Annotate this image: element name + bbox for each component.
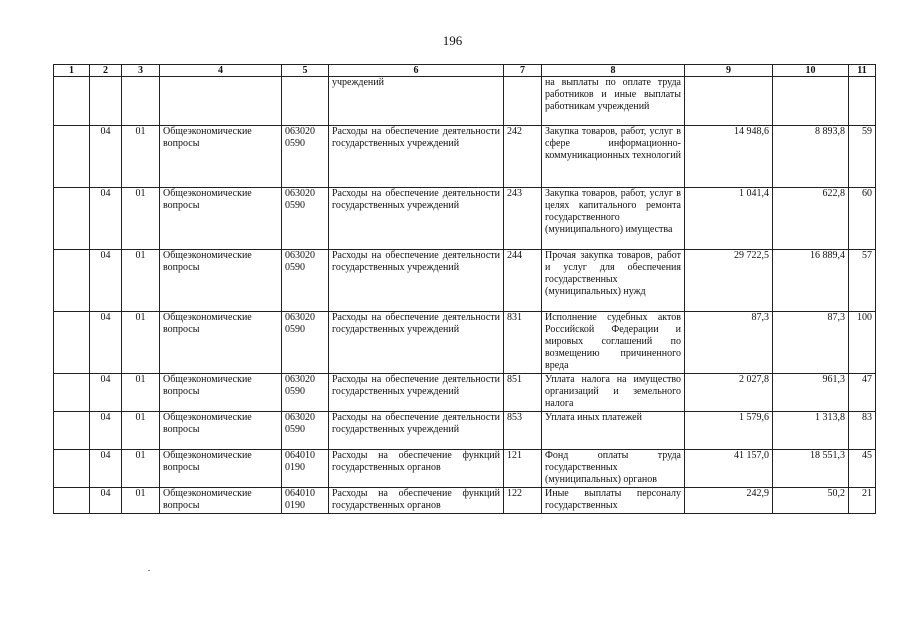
header-cell: 8 [542,65,685,77]
cell-expense-code: 853 [504,412,542,450]
cell-subsection: 01 [122,488,160,514]
cell-target-name: Расходы на обеспечение деятельности государственных учреждений [329,374,504,412]
cell-percent: 83 [849,412,876,450]
cell-plan: 1 041,4 [685,188,773,250]
cell-section: 04 [90,374,122,412]
cell-expense-code: 244 [504,250,542,312]
cell-section-name: Общеэкономические вопросы [160,312,282,374]
cell-plan: 41 157,0 [685,450,773,488]
cell-actual: 16 889,4 [773,250,849,312]
cell-plan [685,77,773,126]
cell-percent [849,77,876,126]
cell-section-name: Общеэкономические вопросы [160,126,282,188]
header-cell: 9 [685,65,773,77]
cell-col1 [54,374,90,412]
header-row [54,65,876,77]
table-row [54,374,876,412]
header-cell: 11 [849,65,876,77]
cell-target-code: 063020 0590 [282,374,329,412]
cell-actual: 8 893,8 [773,126,849,188]
cell-section: 04 [90,412,122,450]
cell-expense-name: Закупка товаров, работ, услуг в целях капитального ремонта государственного (муниципального) имущества [542,188,685,250]
cell-col1 [54,77,90,126]
cell-plan: 29 722,5 [685,250,773,312]
cell-col1 [54,126,90,188]
cell-col1 [54,188,90,250]
cell-expense-code: 831 [504,312,542,374]
cell-section: 04 [90,488,122,514]
cell-target-name: учреждений [329,77,504,126]
cell-percent: 57 [849,250,876,312]
cell-section-name: Общеэкономические вопросы [160,188,282,250]
cell-expense-name: Закупка товаров, работ, услуг в сфере информационно-коммуникационных технологий [542,126,685,188]
cell-subsection: 01 [122,450,160,488]
cell-target-name: Расходы на обеспечение функций государственных органов [329,488,504,514]
scan-speck [148,570,150,571]
cell-expense-code: 121 [504,450,542,488]
cell-plan: 87,3 [685,312,773,374]
table-row [54,412,876,450]
cell-target-code: 064010 0190 [282,488,329,514]
cell-expense-name: Иные выплаты персоналу государственных [542,488,685,514]
table-row [54,77,876,126]
header-cell: 5 [282,65,329,77]
cell-target-name: Расходы на обеспечение деятельности государственных учреждений [329,312,504,374]
cell-target-code: 063020 0590 [282,312,329,374]
cell-actual: 961,3 [773,374,849,412]
cell-expense-name: Исполнение судебных актов Российской Федерации и мировых соглашений по возмещению причиненного вреда [542,312,685,374]
cell-expense-code: 851 [504,374,542,412]
table-row [54,488,876,514]
cell-expense-name: Фонд оплаты труда государственных (муниципальных) органов [542,450,685,488]
header-cell: 10 [773,65,849,77]
cell-actual: 18 551,3 [773,450,849,488]
cell-section: 04 [90,188,122,250]
header-cell: 6 [329,65,504,77]
cell-actual: 1 313,8 [773,412,849,450]
cell-section-name: Общеэкономические вопросы [160,250,282,312]
header-cell: 7 [504,65,542,77]
cell-percent: 100 [849,312,876,374]
cell-section-name: Общеэкономические вопросы [160,450,282,488]
cell-subsection [122,77,160,126]
cell-section [90,77,122,126]
cell-col1 [54,412,90,450]
cell-subsection: 01 [122,374,160,412]
cell-section-name: Общеэкономические вопросы [160,374,282,412]
cell-section-name: Общеэкономические вопросы [160,412,282,450]
cell-section: 04 [90,126,122,188]
cell-plan: 1 579,6 [685,412,773,450]
cell-target-code: 063020 0590 [282,250,329,312]
cell-actual [773,77,849,126]
cell-expense-name: Уплата налога на имущество организаций и земельного налога [542,374,685,412]
cell-subsection: 01 [122,188,160,250]
table-row [54,450,876,488]
cell-plan: 2 027,8 [685,374,773,412]
cell-target-code: 063020 0590 [282,188,329,250]
cell-target-code: 063020 0590 [282,412,329,450]
table-row [54,126,876,188]
cell-expense-code: 243 [504,188,542,250]
cell-expense-name: на выплаты по оплате труда работников и иные выплаты работникам учреждений [542,77,685,126]
cell-target-name: Расходы на обеспечение функций государственных органов [329,450,504,488]
table-row [54,312,876,374]
cell-expense-name: Уплата иных платежей [542,412,685,450]
header-cell: 3 [122,65,160,77]
header-cell: 2 [90,65,122,77]
cell-actual: 87,3 [773,312,849,374]
cell-percent: 47 [849,374,876,412]
cell-target-code [282,77,329,126]
cell-target-code: 063020 0590 [282,126,329,188]
table-row [54,188,876,250]
cell-subsection: 01 [122,250,160,312]
cell-section: 04 [90,250,122,312]
cell-expense-code: 122 [504,488,542,514]
cell-expense-code [504,77,542,126]
cell-actual: 622,8 [773,188,849,250]
table-row [54,250,876,312]
cell-target-name: Расходы на обеспечение деятельности государственных учреждений [329,188,504,250]
cell-section: 04 [90,450,122,488]
cell-target-code: 064010 0190 [282,450,329,488]
cell-plan: 14 948,6 [685,126,773,188]
cell-percent: 60 [849,188,876,250]
cell-section-name [160,77,282,126]
cell-actual: 50,2 [773,488,849,514]
cell-col1 [54,250,90,312]
page-number: 196 [442,33,463,48]
cell-target-name: Расходы на обеспечение деятельности государственных учреждений [329,412,504,450]
cell-col1 [54,450,90,488]
cell-expense-code: 242 [504,126,542,188]
cell-col1 [54,312,90,374]
cell-section-name: Общеэкономические вопросы [160,488,282,514]
cell-percent: 21 [849,488,876,514]
budget-table [53,64,876,514]
cell-target-name: Расходы на обеспечение деятельности государственных учреждений [329,250,504,312]
cell-target-name: Расходы на обеспечение деятельности государственных учреждений [329,126,504,188]
cell-percent: 59 [849,126,876,188]
cell-col1 [54,488,90,514]
header-cell: 1 [54,65,90,77]
cell-percent: 45 [849,450,876,488]
cell-section: 04 [90,312,122,374]
cell-subsection: 01 [122,312,160,374]
cell-subsection: 01 [122,126,160,188]
cell-expense-name: Прочая закупка товаров, работ и услуг для обеспечения государственных (муниципальных) нужд [542,250,685,312]
header-cell: 4 [160,65,282,77]
cell-subsection: 01 [122,412,160,450]
cell-plan: 242,9 [685,488,773,514]
